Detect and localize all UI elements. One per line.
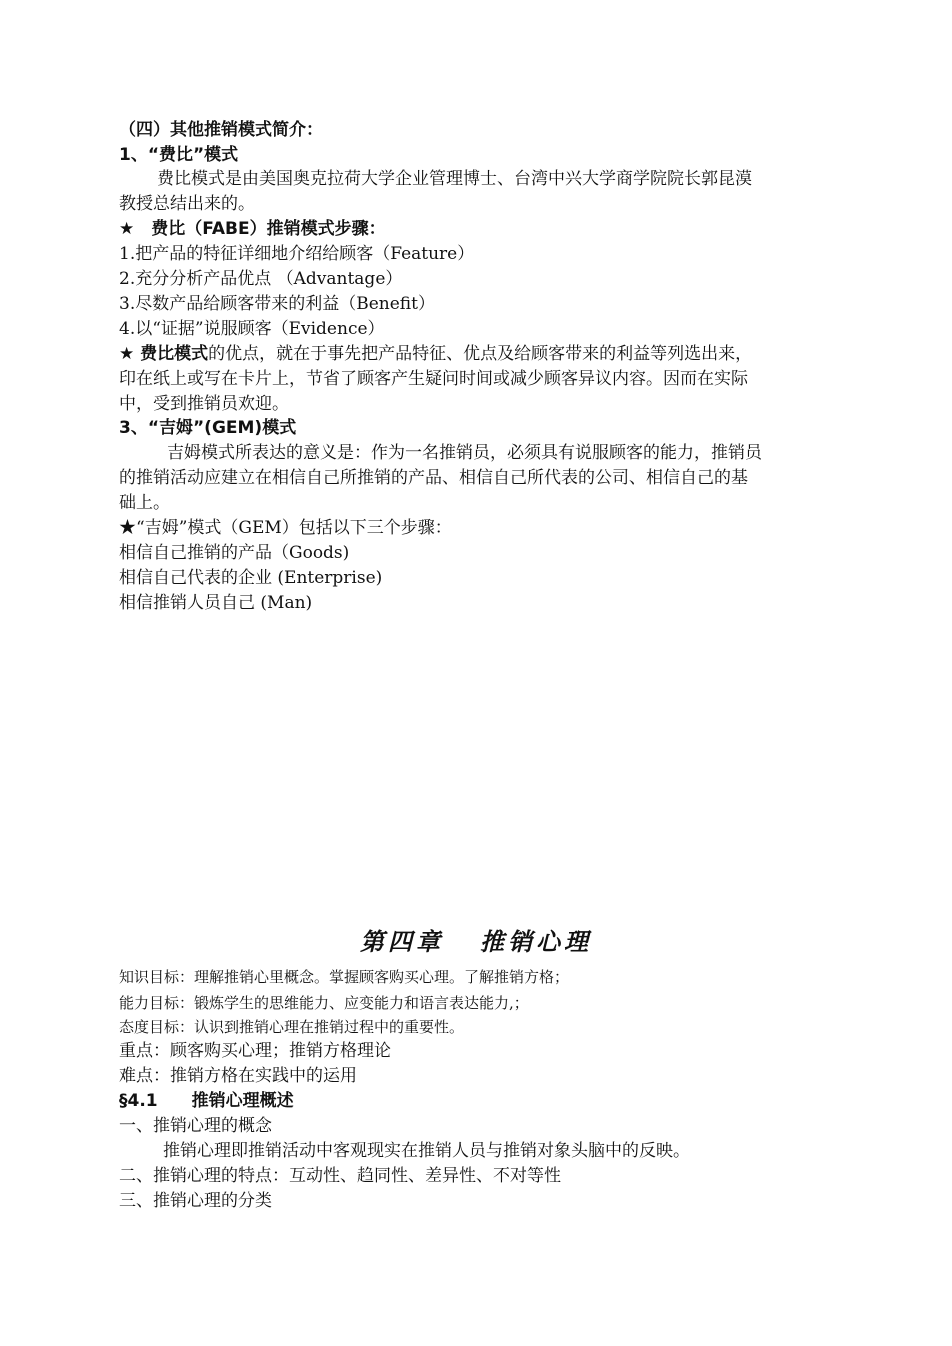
section-4-1-heading: §4.1 推销心理概述 [119, 1091, 294, 1111]
chapter-title: 推销心理 [480, 927, 592, 956]
chapter-number: 第四章 [360, 927, 444, 956]
difficulties: 难点：推销方格在实践中的运用 [119, 1066, 357, 1086]
gem-intro-line-2: 的推销活动应建立在相信自己所推销的产品、相信自己所代表的公司、相信自己的基 [119, 468, 748, 488]
fabe-intro-line-2: 教授总结出来的。 [119, 194, 255, 214]
fabe-advantage-line-1 [119, 342, 839, 366]
ability-objective: 能力目标：锻炼学生的思维能力、应变能力和语言表达能力,； [119, 994, 529, 1012]
fabe-advantage-line-2: 印在纸上或写在卡片上，节省了顾客产生疑问时间或减少顾客异议内容。因而在实际 [119, 369, 748, 389]
section-heading-other-models: （四）其他推销模式简介： [119, 120, 323, 140]
knowledge-objective: 知识目标：理解推销心里概念。掌握顾客购买心理。了解推销方格； [119, 968, 570, 986]
gem-step-man: 相信推销人员自己 (Man) [119, 593, 313, 613]
fabe-step-1: 1.把产品的特征详细地介绍给顾客（Feature） [119, 244, 475, 264]
key-points: 重点：顾客购买心理；推销方格理论 [119, 1041, 391, 1061]
gem-model-title: 3、“吉姆”(GEM)模式 [119, 418, 297, 438]
fabe-model-title: 1、“费比”模式 [119, 145, 239, 165]
fabe-step-3: 3.尽数产品给顾客带来的利益（Benefit） [119, 294, 435, 314]
gem-steps-title: ★“吉姆”模式（GEM）包括以下三个步骤： [119, 518, 452, 538]
classification-heading: 三、推销心理的分类 [119, 1191, 272, 1211]
gem-intro-line-3: 础上。 [119, 493, 170, 513]
chapter-heading [0, 922, 952, 957]
gem-step-goods: 相信自己推销的产品（Goods) [119, 543, 350, 563]
gem-intro-line-1: 吉姆模式所表达的意义是：作为一名推销员，必须具有说服顾客的能力，推销员 [167, 443, 762, 463]
concept-definition: 推销心理即推销活动中客观现实在推销人员与推销对象头脑中的反映。 [163, 1141, 690, 1161]
concept-heading: 一、推销心理的概念 [119, 1116, 272, 1136]
fabe-step-4: 4.以“证据”说服顾客（Evidence） [119, 319, 385, 339]
fabe-intro-line-1: 费比模式是由美国奥克拉荷大学企业管理博士、台湾中兴大学商学院院长郭昆漠 [157, 169, 752, 189]
gem-step-enterprise: 相信自己代表的企业 (Enterprise) [119, 568, 383, 588]
fabe-advantage-label: ★ 费比模式 [119, 344, 209, 364]
fabe-advantage-line-3: 中，受到推销员欢迎。 [119, 394, 289, 414]
characteristics-heading: 二、推销心理的特点：互动性、趋同性、差异性、不对等性 [119, 1166, 561, 1186]
attitude-objective: 态度目标：认识到推销心理在推销过程中的重要性。 [119, 1018, 465, 1036]
fabe-advantage-text-1: 的优点，就在于事先把产品特征、优点及给顾客带来的利益等列选出来， [208, 344, 753, 364]
fabe-steps-title: ★ 费比（FABE）推销模式步骤： [119, 219, 386, 239]
fabe-step-2: 2.充分分析产品优点 （Advantage） [119, 269, 403, 289]
